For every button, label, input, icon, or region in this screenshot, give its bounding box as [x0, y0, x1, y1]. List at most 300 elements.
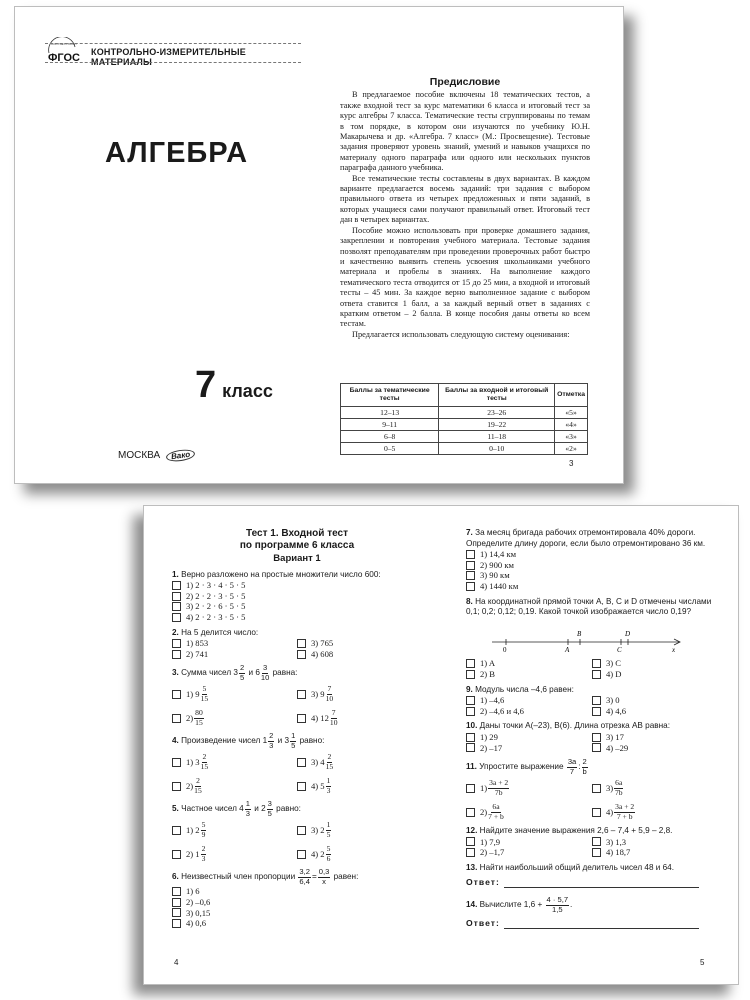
checkbox[interactable] [172, 908, 181, 917]
numerator: 80 [195, 708, 203, 718]
answer-option[interactable] [172, 649, 297, 660]
numerator: 1 [326, 820, 331, 830]
answer-option[interactable] [592, 706, 718, 717]
question-body: Верно разложено на простые множители число 600: [181, 569, 381, 579]
question-body: Даны точки A(–23), B(6). Длина отрезка AB равна: [479, 721, 670, 731]
checkbox[interactable] [466, 571, 475, 580]
checkbox[interactable] [466, 696, 475, 705]
left-column [172, 528, 422, 929]
answer-option[interactable] [592, 695, 718, 706]
checkbox[interactable] [466, 582, 475, 591]
answer-option[interactable] [297, 685, 422, 703]
numerator: 7 [327, 684, 332, 694]
denominator: 6,4 [299, 876, 310, 886]
checkbox[interactable] [466, 743, 475, 752]
equals-sign: = [311, 872, 317, 882]
checkbox[interactable] [297, 650, 306, 659]
question-body: Вычислите 1,6 + [479, 900, 543, 910]
table-cell: 0–5 [341, 443, 439, 455]
answer-option[interactable] [592, 732, 718, 743]
checkbox[interactable] [172, 782, 181, 791]
answer-option[interactable] [592, 743, 718, 754]
question-number: 11. [466, 762, 477, 772]
denominator: 5 [326, 829, 331, 839]
option-label: 1) 853 [186, 638, 209, 649]
table-cell: 19–22 [439, 419, 555, 431]
answer-option[interactable] [172, 612, 422, 623]
answer-option[interactable] [172, 709, 297, 727]
option-label: 1) [480, 782, 488, 793]
answer-option[interactable] [297, 709, 422, 727]
question-body: Модуль числа –4,6 равен: [475, 684, 574, 694]
preface-title: Предисловие [429, 76, 501, 88]
fraction [488, 803, 504, 821]
option-label: 2) 741 [186, 648, 209, 659]
answer-option[interactable] [592, 669, 718, 680]
fraction [546, 895, 573, 914]
checkbox[interactable] [297, 758, 306, 767]
checkbox[interactable] [466, 808, 475, 817]
denominator: 7b [614, 787, 623, 797]
option-label: 4) 608 [311, 648, 334, 659]
grade-label [195, 364, 273, 407]
fraction [614, 803, 635, 821]
option-label: 4) 0,6 [186, 918, 207, 929]
denominator: 7 [569, 766, 575, 776]
answer-line [466, 877, 718, 888]
checkbox[interactable] [592, 733, 601, 742]
table-cell: «2» [555, 443, 588, 455]
option-label: 2) B [480, 668, 496, 679]
answer-option[interactable] [466, 669, 592, 680]
table-cell: 12–13 [341, 407, 439, 419]
question-14 [466, 896, 718, 929]
answer-option[interactable] [297, 821, 422, 839]
preface-paragraph: В предлагаемое пособие включены 18 тематических тестов, а также входной тест за курс математики 6 класса и итоговый тест за курс алгебры 7 класса. Тематические тесты сгруппированы по темам в том порядке, в котором они изучаются по учебнику Ю.Н. Макарычева и др. «Алгебра. 7 класс» (М.: Просвещение). Тестовые задания проверяют уровень знаний, умений и навыков учащихся по материалу одного параграфа или одного или нескольких пунктов параграфа данного учебника. [340, 90, 590, 173]
checkbox[interactable] [297, 690, 306, 699]
question-body: Частное чисел 4 [181, 804, 244, 814]
answer-label: Ответ: [466, 877, 500, 888]
test-title-line: Тест 1. Входной тест [246, 528, 348, 539]
option-label: 4) 2 · 2 · 3 · 5 · 5 [186, 611, 246, 622]
denominator: b [582, 766, 587, 776]
question-number: 5. [172, 804, 179, 814]
checkbox[interactable] [592, 707, 601, 716]
checkbox[interactable] [466, 848, 475, 857]
question-11 [466, 758, 718, 821]
table-row [341, 407, 588, 419]
answer-option[interactable] [172, 777, 297, 795]
checkbox[interactable] [466, 659, 475, 668]
answer-label: Ответ: [466, 918, 500, 929]
option-label: 2) –0,6 [186, 896, 211, 907]
fraction [201, 753, 209, 771]
checkbox[interactable] [466, 670, 475, 679]
fraction [582, 758, 588, 776]
answer-options [172, 886, 422, 928]
checkbox[interactable] [466, 733, 475, 742]
numerator: 5 [202, 684, 207, 694]
answer-input[interactable] [504, 887, 699, 888]
question-8 [466, 597, 718, 680]
option-label: 4) [606, 806, 614, 817]
table-cell: «3» [555, 431, 588, 443]
option-label: 2) –1,7 [480, 847, 505, 858]
fraction [290, 732, 296, 750]
question-body: На 5 делится число: [181, 627, 259, 637]
numerator: 2 [196, 776, 200, 786]
option-label: 3) 17 [606, 731, 624, 742]
question-number: 2. [172, 627, 179, 637]
numerator: 7 [331, 708, 336, 718]
fraction [261, 664, 269, 682]
checkbox[interactable] [297, 826, 306, 835]
fraction [245, 800, 251, 818]
question-number: 7. [466, 528, 473, 537]
city: МОСКВА [118, 450, 161, 461]
answer-option[interactable] [172, 685, 297, 703]
fraction [194, 777, 202, 795]
denominator: 3 [326, 785, 331, 795]
number-line-diagram [466, 626, 716, 652]
checkbox[interactable] [466, 837, 475, 846]
table-row [341, 443, 588, 455]
denominator: 7 + b [616, 811, 633, 821]
answer-options [172, 638, 422, 659]
option-label: 2) 2 · 2 · 3 · 5 · 5 [186, 590, 246, 601]
answer-option[interactable] [466, 695, 592, 706]
option-label: 3) [606, 782, 614, 793]
checkbox[interactable] [592, 808, 601, 817]
answer-option[interactable] [466, 570, 718, 581]
question-number: 13. [466, 862, 478, 872]
checkbox[interactable] [466, 784, 475, 793]
answer-option[interactable] [172, 821, 297, 839]
question-body: . [570, 900, 573, 910]
table-cell: «4» [555, 419, 588, 431]
answer-option[interactable] [172, 753, 297, 771]
checkbox[interactable] [592, 670, 601, 679]
answer-option[interactable] [172, 638, 297, 649]
fraction [194, 709, 204, 727]
question-text [172, 628, 422, 639]
denominator: 3 [245, 808, 250, 818]
question-number: 1. [172, 569, 179, 579]
answer-options [466, 837, 718, 858]
option-label: 2) –4,6 и 4,6 [480, 705, 524, 716]
fraction [326, 753, 334, 771]
numerator: 4 · 5,7 [546, 895, 569, 905]
question-5 [172, 800, 422, 863]
answer-option[interactable] [466, 560, 718, 571]
denominator: 15 [200, 693, 209, 703]
answer-option[interactable] [172, 601, 422, 612]
table-row [341, 419, 588, 431]
fraction [567, 758, 577, 776]
question-body: и 2 [254, 804, 266, 814]
answer-options [466, 658, 718, 679]
denominator: 7 + b [488, 811, 504, 821]
numerator: 1 [245, 799, 250, 809]
answer-options [466, 779, 718, 821]
checkbox[interactable] [297, 782, 306, 791]
question-text [466, 896, 718, 914]
answer-option[interactable] [172, 591, 422, 602]
answer-option[interactable] [297, 777, 422, 795]
checkbox[interactable] [172, 650, 181, 659]
answer-option[interactable] [592, 803, 718, 821]
answer-options [466, 732, 718, 753]
checkbox[interactable] [172, 613, 181, 622]
checkbox[interactable] [172, 602, 181, 611]
answer-options [172, 685, 422, 727]
table-cell: 6–8 [341, 431, 439, 443]
numerator: 2 [327, 752, 332, 762]
answer-options [172, 580, 422, 622]
page-number: 5 [700, 958, 705, 967]
preface-paragraph: Все тематические тесты составлены в двух вариантах. В каждом варианте предлагается восемь заданий: три задания с выбором правильного ответа из четырех предложенных и пяти заданий, в которых учащиеся сами получают правильный ответ. Итоговый тест дан в четырех вариантах. [340, 173, 590, 225]
question-body: Сумма чисел 3 [181, 668, 238, 678]
answer-option[interactable] [172, 886, 422, 897]
fraction [298, 868, 311, 886]
series-header [45, 37, 301, 67]
checkbox[interactable] [172, 639, 181, 648]
answer-option[interactable] [172, 845, 297, 863]
question-number: 9. [466, 684, 473, 694]
svg-text:СООТВЕТСТВУЕТ: СООТВЕТСТВУЕТ [51, 42, 77, 46]
label-b: B [577, 629, 582, 638]
question-6 [172, 868, 422, 928]
question-number: 12. [466, 826, 478, 836]
answer-option[interactable] [592, 779, 718, 797]
preface-page [14, 6, 624, 484]
numerator: 5 [201, 820, 206, 830]
numerator: 2 [239, 663, 245, 673]
denominator: 9 [201, 829, 206, 839]
denominator: 15 [194, 785, 202, 795]
question-body: На координатной прямой точки A, B, C и D отмечены числами 0,1; 0,2; 0,12; 0,19. Какой точкой изображается число 0,19? [466, 596, 712, 617]
question-12 [466, 826, 718, 858]
denominator: 1,5 [552, 904, 563, 914]
checkbox[interactable] [592, 848, 601, 857]
numerator: 3 [262, 663, 268, 673]
option-label: 1) 14,4 км [480, 549, 517, 560]
answer-option[interactable] [466, 779, 592, 797]
option-label: 4) D [606, 668, 622, 679]
numerator: 1 [291, 731, 296, 741]
checkbox[interactable] [172, 714, 181, 723]
question-number: 10. [466, 721, 478, 731]
numerator: 2 [269, 731, 274, 741]
question-text [466, 685, 718, 696]
answer-option[interactable] [592, 837, 718, 848]
fraction [330, 709, 338, 727]
answer-option[interactable] [466, 837, 592, 848]
checkbox[interactable] [297, 850, 306, 859]
checkbox[interactable] [172, 592, 181, 601]
question-body: Найдите значение выражения 2,6 – 7,4 + 5,9 – 2,8. [479, 826, 673, 836]
checkbox[interactable] [592, 784, 601, 793]
question-number: 6. [172, 872, 179, 882]
answer-option[interactable] [466, 581, 718, 592]
numerator: 3a + 2 [489, 778, 509, 788]
question-text [466, 758, 718, 776]
checkbox[interactable] [172, 898, 181, 907]
numerator: 0,3 [318, 867, 330, 877]
question-text [466, 528, 718, 549]
checkbox[interactable] [466, 561, 475, 570]
option-label: 2) [480, 806, 488, 817]
option-label: 3) 0 [606, 695, 620, 706]
option-label: 3) 9 [311, 689, 325, 700]
numerator: 3a [567, 757, 577, 767]
checkbox[interactable] [172, 758, 181, 767]
fraction [326, 777, 332, 795]
publisher-line [118, 450, 195, 461]
svg-text:ФГОС: ФГОС [48, 52, 80, 64]
table-header: Баллы за входной и итоговый тесты [439, 384, 555, 407]
checkbox[interactable] [172, 919, 181, 928]
question-body: равна: [272, 668, 298, 678]
table-cell: 11–18 [439, 431, 555, 443]
option-label: 1) 7,9 [480, 836, 501, 847]
checkbox[interactable] [172, 850, 181, 859]
answer-option[interactable] [172, 580, 422, 591]
answer-option[interactable] [297, 845, 422, 863]
checkbox[interactable] [466, 707, 475, 716]
denominator: 5 [239, 672, 245, 682]
checkbox[interactable] [172, 690, 181, 699]
answer-option[interactable] [297, 638, 422, 649]
label-c: C [617, 645, 622, 652]
option-label: 1) 2 · 3 · 4 · 5 · 5 [186, 580, 246, 591]
option-label: 3) 1,3 [606, 836, 627, 847]
question-body: : [578, 762, 581, 772]
checkbox[interactable] [297, 639, 306, 648]
test-title [172, 528, 422, 552]
question-body: и 6 [248, 668, 260, 678]
question-4 [172, 732, 422, 795]
option-label: 2) –17 [480, 742, 503, 753]
option-label: 3) 90 км [480, 570, 510, 581]
checkbox[interactable] [172, 826, 181, 835]
answer-option[interactable] [466, 732, 592, 743]
question-number: 14. [466, 900, 478, 910]
question-body: Упростите выражение [479, 762, 564, 772]
question-number: 8. [466, 596, 473, 606]
numerator: 6a [492, 802, 500, 812]
answer-input[interactable] [504, 928, 699, 929]
question-1 [172, 570, 422, 623]
numerator: 2 [582, 757, 587, 767]
table-header: Баллы за тематические тесты [341, 384, 439, 407]
page-number: 4 [174, 958, 179, 967]
checkbox[interactable] [592, 743, 601, 752]
option-label: 3) 0,15 [186, 907, 211, 918]
option-label: 4) 12 [311, 713, 329, 724]
question-text [172, 800, 422, 818]
denominator: 15 [200, 761, 209, 771]
answer-option[interactable] [466, 847, 592, 858]
answer-option[interactable] [592, 658, 718, 669]
checkbox[interactable] [297, 714, 306, 723]
denominator: 15 [325, 761, 334, 771]
question-text [466, 863, 718, 874]
option-label: 1) –4,6 [480, 695, 505, 706]
question-body: равно: [299, 736, 325, 746]
answer-option[interactable] [466, 803, 592, 821]
option-label: 1) 9 [186, 689, 200, 700]
question-text [172, 732, 422, 750]
answer-option[interactable] [466, 743, 592, 754]
page-number: 3 [569, 459, 574, 468]
book-title: АЛГЕБРА [105, 137, 249, 169]
option-label: 3) 2 [311, 825, 325, 836]
answer-option[interactable] [297, 649, 422, 660]
question-body: Найти наибольший общий делитель чисел 48 и 64. [479, 862, 674, 872]
denominator: 10 [325, 693, 334, 703]
answer-option[interactable] [466, 706, 592, 717]
checkbox[interactable] [592, 837, 601, 846]
question-10 [466, 721, 718, 753]
numerator: 1 [326, 776, 331, 786]
answer-option[interactable] [466, 549, 718, 560]
question-text [466, 826, 718, 837]
checkbox[interactable] [172, 887, 181, 896]
question-text [172, 868, 422, 886]
question-text [466, 721, 718, 732]
checkbox[interactable] [592, 659, 601, 668]
option-label: 3) C [606, 658, 622, 669]
question-text [466, 597, 718, 618]
fraction [268, 732, 274, 750]
option-label: 4) 2 [311, 849, 325, 860]
fraction [267, 800, 273, 818]
checkbox[interactable] [172, 581, 181, 590]
question-body: Неизвестный член пропорции [181, 872, 296, 882]
denominator: 6 [326, 853, 331, 863]
answer-option[interactable] [172, 908, 422, 919]
fraction [239, 664, 245, 682]
question-2 [172, 628, 422, 660]
question-3 [172, 664, 422, 727]
fraction [318, 868, 331, 886]
answer-option[interactable] [297, 753, 422, 771]
denominator: 3 [201, 853, 206, 863]
table-cell: «5» [555, 407, 588, 419]
grade-word: класс [222, 381, 273, 401]
answer-option[interactable] [592, 847, 718, 858]
fraction [201, 845, 207, 863]
denominator: x [322, 876, 326, 886]
option-label: 4) 4,6 [606, 705, 627, 716]
numerator: 6a [615, 778, 623, 788]
question-body: равен: [333, 872, 359, 882]
answer-option[interactable] [466, 658, 592, 669]
answer-options [172, 753, 422, 795]
numerator: 2 [202, 752, 207, 762]
checkbox[interactable] [466, 550, 475, 559]
header-dash-bottom [45, 62, 301, 63]
answer-option[interactable] [172, 897, 422, 908]
answer-option[interactable] [172, 918, 422, 929]
test-title-line: по программе 6 класса [239, 540, 355, 551]
question-text [172, 570, 422, 581]
option-label: 4) –29 [606, 742, 629, 753]
checkbox[interactable] [592, 696, 601, 705]
option-label: 2) 1 [186, 849, 200, 860]
question-body: равно: [276, 804, 301, 814]
